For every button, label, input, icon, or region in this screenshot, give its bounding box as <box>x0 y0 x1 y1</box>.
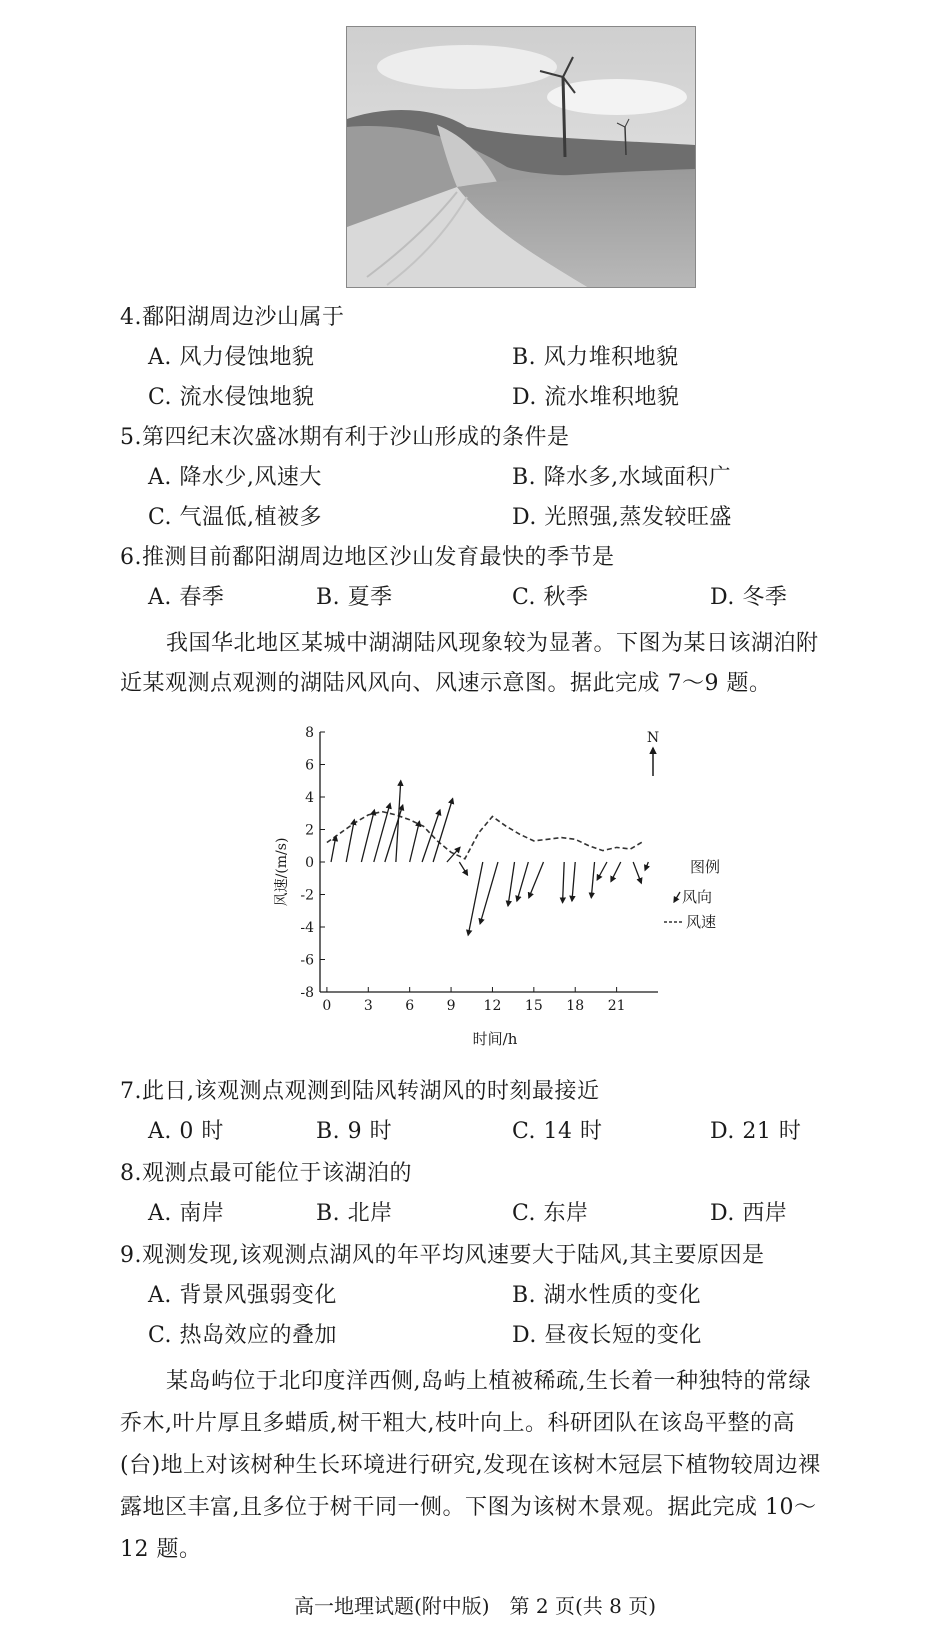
question-8-stem: 8.观测点最可能位于该湖泊的 <box>120 1161 412 1186</box>
question-8-option-c[interactable]: C. 东岸 <box>512 1201 589 1226</box>
legend-arrow-icon <box>674 892 680 902</box>
question-9-option-c[interactable]: C. 热岛效应的叠加 <box>148 1323 338 1348</box>
wind-vector <box>468 862 483 935</box>
y-tick-label: -6 <box>300 952 314 969</box>
wind-vector <box>633 862 641 883</box>
wind-vector <box>591 862 594 898</box>
x-axis-label: 时间/h <box>472 1030 518 1048</box>
question-8-option-d[interactable]: D. 西岸 <box>710 1201 788 1226</box>
wind-vector <box>529 862 544 898</box>
question-5-option-d[interactable]: D. 光照强,蒸发较旺盛 <box>512 505 732 530</box>
wind-vector <box>597 862 607 880</box>
question-7-option-c[interactable]: C. 14 时 <box>512 1119 603 1144</box>
x-tick-label: 6 <box>405 998 415 1014</box>
y-tick-label: 6 <box>305 757 314 774</box>
sand-dune-photo <box>346 26 696 288</box>
wind-vector <box>459 862 467 875</box>
wind-vector <box>433 799 453 862</box>
wind-vector <box>508 862 515 906</box>
wind-vector <box>410 821 420 862</box>
x-tick-label: 0 <box>322 998 332 1014</box>
intro-10-12-line-2: 乔木,叶片厚且多蜡质,树干粗大,枝叶向上。科研团队在该岛平整的高 <box>120 1411 795 1436</box>
x-tick-label: 3 <box>363 998 373 1014</box>
question-7-option-b[interactable]: B. 9 时 <box>316 1119 393 1144</box>
x-tick-label: 21 <box>607 998 626 1014</box>
question-8-option-a[interactable]: A. 南岸 <box>148 1201 225 1226</box>
y-tick-label: 2 <box>305 822 314 839</box>
x-tick-label: 18 <box>566 998 585 1014</box>
y-tick-label: 0 <box>305 855 314 871</box>
intro-7-9-line-2: 近某观测点观测的湖陆风风向、风速示意图。据此完成 7～9 题。 <box>120 671 772 696</box>
x-tick-label: 9 <box>446 998 456 1014</box>
y-tick-label: -8 <box>300 985 314 1001</box>
question-6-option-a[interactable]: A. 春季 <box>148 585 225 610</box>
wind-vector <box>517 862 528 901</box>
y-tick-label: 8 <box>305 725 314 741</box>
y-axis-label: 风速/(m/s) <box>274 837 290 907</box>
wind-vector <box>331 836 336 862</box>
question-4-option-c[interactable]: C. 流水侵蚀地貌 <box>148 385 315 410</box>
wind-vector <box>611 862 621 882</box>
question-7-stem: 7.此日,该观测点观测到陆风转湖风的时刻最接近 <box>120 1079 600 1104</box>
page-footer: 高一地理试题(附中版) 第 2 页(共 8 页) <box>293 1594 657 1618</box>
y-tick-label: -2 <box>300 887 314 904</box>
x-tick-label: 15 <box>524 998 543 1014</box>
legend-item-speed: 风速 <box>686 913 717 931</box>
question-4-option-d[interactable]: D. 流水堆积地貌 <box>512 385 680 410</box>
wind-speed-line <box>327 812 644 859</box>
question-9-option-a[interactable]: A. 背景风强弱变化 <box>148 1283 337 1308</box>
wind-vector <box>572 862 575 901</box>
intro-7-9-line-1: 我国华北地区某城中湖湖陆风现象较为显著。下图为某日该湖泊附 <box>166 631 819 656</box>
question-5-stem: 5.第四纪末次盛冰期有利于沙山形成的条件是 <box>120 425 570 450</box>
y-tick-label: 4 <box>305 790 314 806</box>
question-4-option-a[interactable]: A. 风力侵蚀地貌 <box>148 345 315 370</box>
question-6-option-b[interactable]: B. 夏季 <box>316 585 393 610</box>
question-4-stem: 4.鄱阳湖周边沙山属于 <box>120 305 345 330</box>
legend-item-direction: 风向 <box>682 888 713 906</box>
wind-vector <box>396 781 401 862</box>
wind-vector <box>480 862 498 924</box>
question-9-option-d[interactable]: D. 昼夜长短的变化 <box>512 1323 702 1348</box>
intro-10-12-line-4: 露地区丰富,且多位于树干同一侧。下图为该树木景观。据此完成 10～ <box>120 1495 817 1520</box>
legend-title: 图例 <box>690 858 721 876</box>
question-5-option-c[interactable]: C. 气温低,植被多 <box>148 505 323 530</box>
y-tick-label: -4 <box>300 920 314 936</box>
question-5-option-a[interactable]: A. 降水少,风速大 <box>148 465 322 490</box>
question-9-option-b[interactable]: B. 湖水性质的变化 <box>512 1283 702 1308</box>
intro-10-12-line-1: 某岛屿位于北印度洋西侧,岛屿上植被稀疏,生长着一种独特的常绿 <box>166 1369 811 1394</box>
question-7-option-d[interactable]: D. 21 时 <box>710 1119 802 1144</box>
x-tick-label: 12 <box>483 998 502 1014</box>
question-4-option-b[interactable]: B. 风力堆积地貌 <box>512 345 679 370</box>
question-9-stem: 9.观测发现,该观测点湖风的年平均风速要大于陆风,其主要原因是 <box>120 1243 765 1268</box>
intro-10-12-line-3: (台)地上对该树种生长环境进行研究,发现在该树木冠层下植物较周边裸 <box>120 1453 821 1478</box>
intro-10-12-line-5: 12 题。 <box>120 1537 202 1562</box>
question-5-option-b[interactable]: B. 降水多,水域面积广 <box>512 465 732 490</box>
question-8-option-b[interactable]: B. 北岸 <box>316 1201 393 1226</box>
north-label: N <box>646 730 660 746</box>
wind-vector <box>563 862 565 903</box>
question-6-option-c[interactable]: C. 秋季 <box>512 585 589 610</box>
question-6-option-d[interactable]: D. 冬季 <box>710 585 788 610</box>
question-6-stem: 6.推测目前鄱阳湖周边地区沙山发育最快的季节是 <box>120 545 615 570</box>
wind-vector <box>645 862 648 870</box>
wind-vector <box>422 810 440 862</box>
question-7-option-a[interactable]: A. 0 时 <box>148 1119 224 1144</box>
lake-land-breeze-chart <box>270 722 790 1062</box>
